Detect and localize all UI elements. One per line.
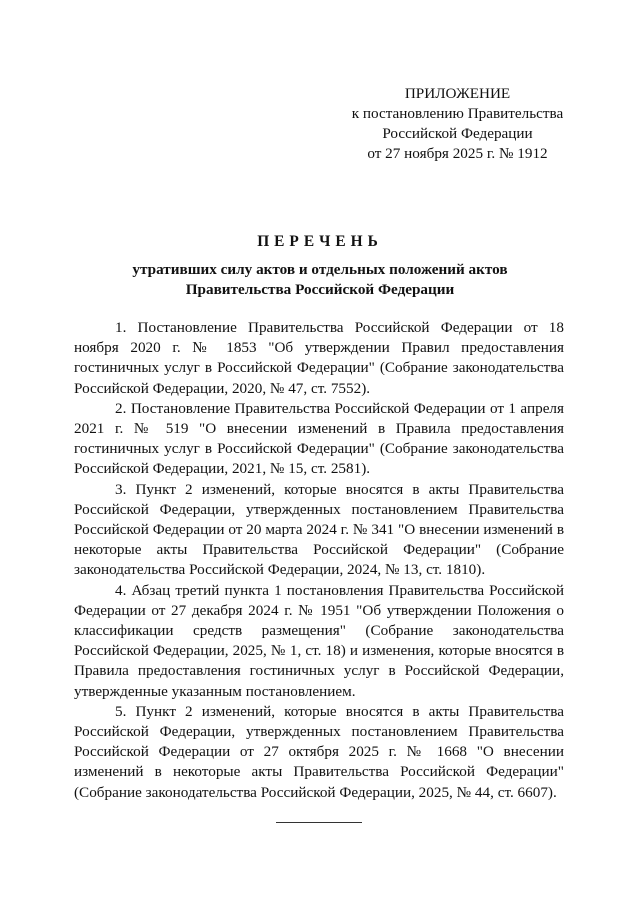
list-item-4: 4. Абзац третий пункта 1 постановления Правительства Российской Федерации от 27 декабря 2024 г. № 1951 "Об утверждении Положения о классификации средств размещения" (Собрание законодательства Российской Федерации, 2025, № 1, ст. 18) и изменения, которые вносятся в Правила предоставления гостиничных услуг в Российской Федерации, утвержденные указанным постановлением. xyxy=(74,581,564,700)
acts-list xyxy=(74,318,564,803)
appendix-resolution-line: к постановлению Правительства xyxy=(351,105,564,122)
appendix-label: ПРИЛОЖЕНИЕ xyxy=(404,85,511,102)
end-separator-line xyxy=(276,822,362,823)
list-item-3: 3. Пункт 2 изменений, которые вносятся в акты Правительства Российской Федерации, утвержденных постановлением Правительства Российской Федерации от 20 марта 2024 г. № 341 "О внесении изменений в некоторые акты Правительства Российской Федерации" (Собрание законодательства Российской Федерации, 2024, № 13, ст. 1810). xyxy=(74,480,564,579)
subtitle-line-1: утративших силу актов и отдельных положений актов xyxy=(132,261,508,278)
list-item-2: 2. Постановление Правительства Российской Федерации от 1 апреля 2021 г. № 519 "О внесении изменений в Правила предоставления гостиничных услуг в Российской Федерации" (Собрание законодательства Российской Федерации, 2021, № 15, ст. 2581). xyxy=(74,399,564,478)
appendix-header xyxy=(330,84,585,164)
appendix-date-number-line: от 27 ноября 2025 г. № 1912 xyxy=(367,145,548,162)
subtitle-line-2: Правительства Российской Федерации xyxy=(185,281,455,298)
document-subtitle xyxy=(0,260,640,300)
list-item-1: 1. Постановление Правительства Российской Федерации от 18 ноября 2020 г. № 1853 "Об утверждении Правил предоставления гостиничных услуг в Российской Федерации" (Собрание законодательства Российской Федерации, 2020, № 47, ст. 7552). xyxy=(74,319,564,397)
list-item-5: 5. Пункт 2 изменений, которые вносятся в акты Правительства Российской Федерации, утвержденных постановлением Правительства Российской Федерации от 27 октября 2025 г. № 1668 "О внесении изменений в некоторые акты Правительства Российской Федерации" (Собрание законодательства Российской Федерации, 2025, № 44, ст. 6607). xyxy=(74,702,564,801)
appendix-government-line: Российской Федерации xyxy=(382,125,533,142)
document-title: ПЕРЕЧЕНЬ xyxy=(257,233,383,250)
